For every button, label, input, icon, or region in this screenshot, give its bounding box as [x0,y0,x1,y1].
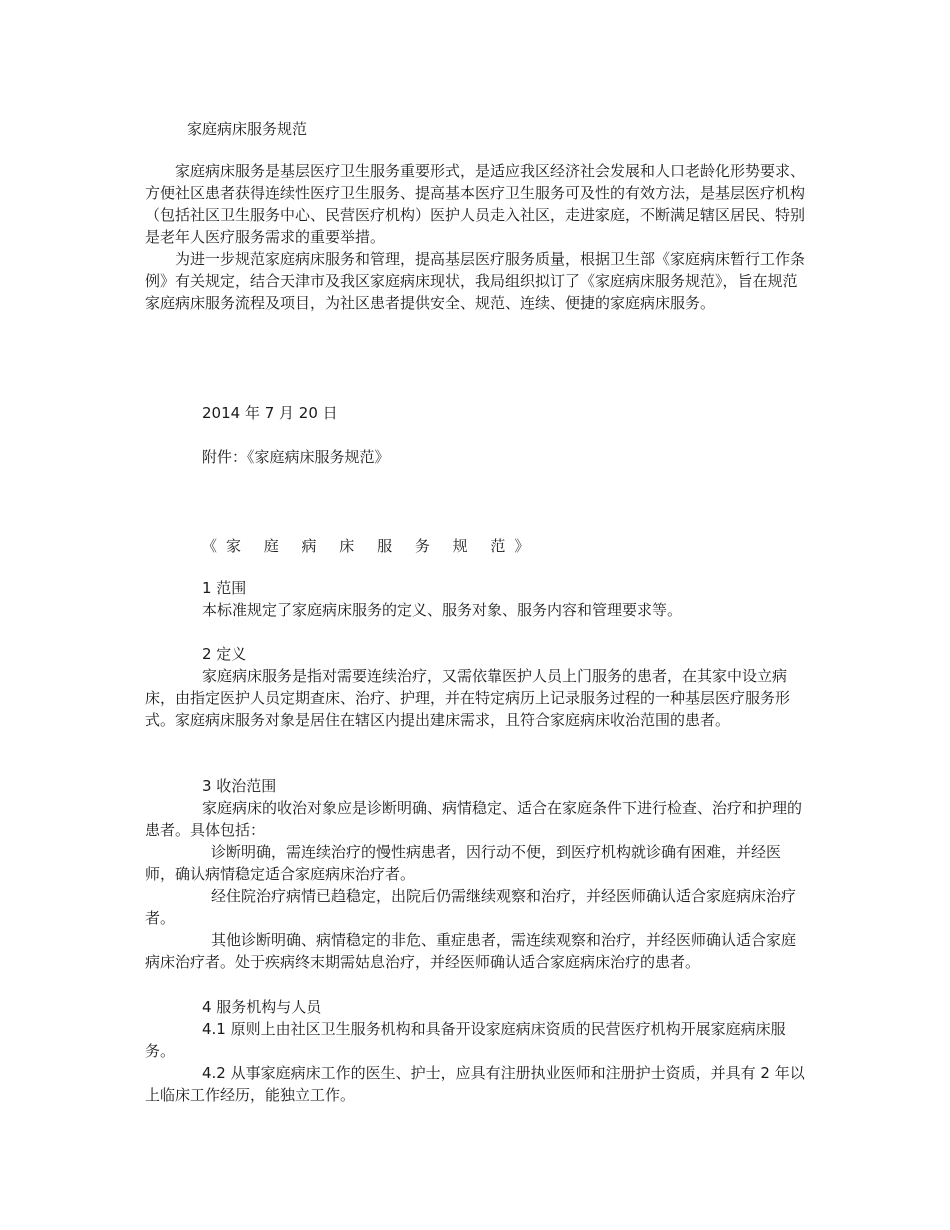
section-3-item-3: 其他诊断明确、病情稳定的非危、重症患者，需连续观察和治疗，并经医师确认适合家庭病床治疗者。处于疾病终末期需姑息治疗，并经医师确认适合家庭病床治疗的患者。 [145,931,797,971]
section-3-heading: 3 收治范围 [202,777,277,795]
section-3-body [145,797,810,973]
section-4-2: 4.2 从事家庭病床工作的医生、护士，应具有注册执业医师和注册护士资质，并具有 2 年以上临床工作经历，能独立工作。 [145,1064,805,1104]
intro-section [145,160,810,314]
section-3-item-2: 经住院治疗病情已趋稳定，出院后仍需继续观察和治疗，并经医师确认适合家庭病床治疗者。 [145,887,797,927]
section-4-1: 4.1 原则上由社区卫生服务机构和具备开设家庭病床资质的民营医疗机构开展家庭病床服务。 [145,1020,786,1060]
section-3-item-1: 诊断明确，需连续治疗的慢性病患者，因行动不便，到医疗机构就诊确有困难，并经医师，确认病情稳定适合家庭病床治疗者。 [145,843,782,883]
document-date: 2014 年 7 月 20 日 [202,404,338,422]
section-3-text: 家庭病床的收治对象应是诊断明确、病情稳定、适合在家庭条件下进行检查、治疗和护理的患者。具体包括： [145,799,803,839]
section-1-text: 本标准规定了家庭病床服务的定义、服务对象、服务内容和管理要求等。 [202,601,683,619]
section-1-heading: 1 范围 [202,579,247,597]
section-2-text: 家庭病床服务是指对需要连续治疗，又需依靠医护人员上门服务的患者，在其家中设立病床，由指定医护人员定期查床、治疗、护理，并在特定病历上记录服务过程的一种基层医疗服务形式。家庭病床服务对象是居住在辖区内提出建床需求，且符合家庭病床收治范围的患者。 [145,667,791,729]
intro-paragraph-1: 家庭病床服务是基层医疗卫生服务重要形式，是适应我区经济社会发展和人口老龄化形势要求、方便社区患者获得连续性医疗卫生服务、提高基本医疗卫生服务可及性的有效方法，是基层医疗机构（包括社区卫生服务中心、民营医疗机构）医护人员走入社区，走进家庭，不断满足辖区居民、特别是老年人医疗服务需求的重要举措。 [145,162,806,246]
section-4-heading: 4 服务机构与人员 [202,998,322,1016]
section-2-body [145,665,810,731]
section-4-body [145,1018,810,1106]
section-1-body [145,599,810,621]
spec-title: 《家 庭 病 床 服 务 规 范》 [202,537,539,555]
attachment-line: 附件：《家庭病床服务规范》 [202,448,390,466]
intro-paragraph-2: 为进一步规范家庭病床服务和管理，提高基层医疗服务质量，根据卫生部《家庭病床暂行工作条例》有关规定，结合天津市及我区家庭病床现状，我局组织拟订了《家庭病床服务规范》，旨在规范家庭病床服务流程及项目，为社区患者提供安全、规范、连续、便捷的家庭病床服务。 [145,250,806,312]
section-2-heading: 2 定义 [202,645,247,663]
document-title: 家庭病床服务规范 [187,120,308,138]
